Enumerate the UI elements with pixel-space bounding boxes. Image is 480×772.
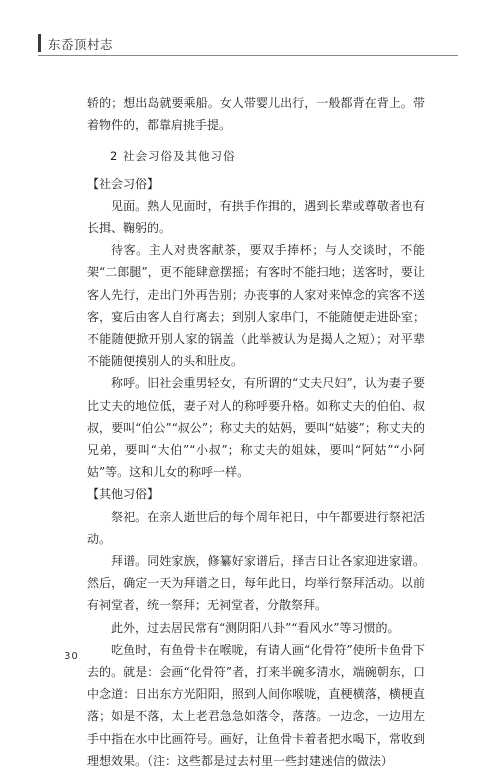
paragraph-hosting: 待客。主人对贵客献茶，要双手捧杯；与人交谈时，不能架“二郎腿”，更不能肆意摆摇；有客时不能扫地；送客时，要让客人先行，走出门外再告别；办丧事的人家对来悼念的宾客不送客，宴后由客人自行离去；到别人家串门，不能随便走进卧室；不能随便掀开别人家的锅盖（此举被认为是揭人之短）；对平辈不能随便摸别人的头和肚皮。 [87, 243, 425, 369]
continued-paragraph: 轿的；想出岛就要乘船。女人带婴儿出行，一般都背在背上。带着物件的，都靠肩挑手提。 [87, 96, 425, 133]
subheading-social-customs: 【社会习俗】 [87, 176, 160, 191]
paragraph-genealogy: 拜谱。同姓家族，修纂好家谱后，择吉日让各家迎进家谱。然后，确定一天为拜谱之日，每年此日，均举行祭拜活动。以前有祠堂者，统一祭拜；无祠堂者，分散祭拜。 [87, 554, 425, 613]
page-body [87, 92, 425, 772]
paragraph-fishbone: 吃鱼时，有鱼骨卡在喉咙，有请人画“化骨符”使所卡鱼骨下去的。就是：会画“化骨符”者，打来半碗多清水，端碗朝东，口中念道：日出东方光阳阳，照到人间你喉咙，直梗横落，横梗直落；如是不落，太上老君急急如落令，落落。一边念，一边用左手中指在水中比画符号。画好，让鱼骨卡着者把水喝下，常收到理想效果。（注：这些都是过去村里一些封建迷信的做法） [87, 642, 425, 768]
paragraph-fengshui: 此外，过去居民常有“测阴阳八卦”“看风水”等习惯的。 [111, 620, 400, 635]
running-header [38, 30, 458, 56]
section-heading: 2 社会习俗及其他习俗 [110, 149, 236, 164]
page-number: 30 [64, 651, 79, 662]
book-title: 东岙顶村志 [48, 37, 114, 52]
paragraph-sacrifice: 祭祀。在亲人逝世后的每个周年祀日，中午都要进行祭祀活动。 [87, 509, 425, 546]
paragraph-address: 称呼。旧社会重男轻女，有所谓的“丈夫尺妇”，认为妻子要比丈夫的地位低，妻子对人的称呼要升格。如称丈夫的伯伯、叔叔，要叫“伯公”“叔公”；称丈夫的姑妈，要叫“姑婆”；称丈夫的兄弟，要叫“大伯”“小叔”；称丈夫的姐妹，要叫“阿姑”“小阿姑”等。这和儿女的称呼一样。 [87, 376, 425, 480]
paragraph-greeting: 见面。熟人见面时，有拱手作揖的，遇到长辈或尊敬者也有长揖、鞠躬的。 [87, 198, 425, 236]
subheading-other-customs: 【其他习俗】 [87, 487, 160, 502]
header-accent-bar [38, 34, 41, 52]
header-rule [38, 55, 458, 56]
